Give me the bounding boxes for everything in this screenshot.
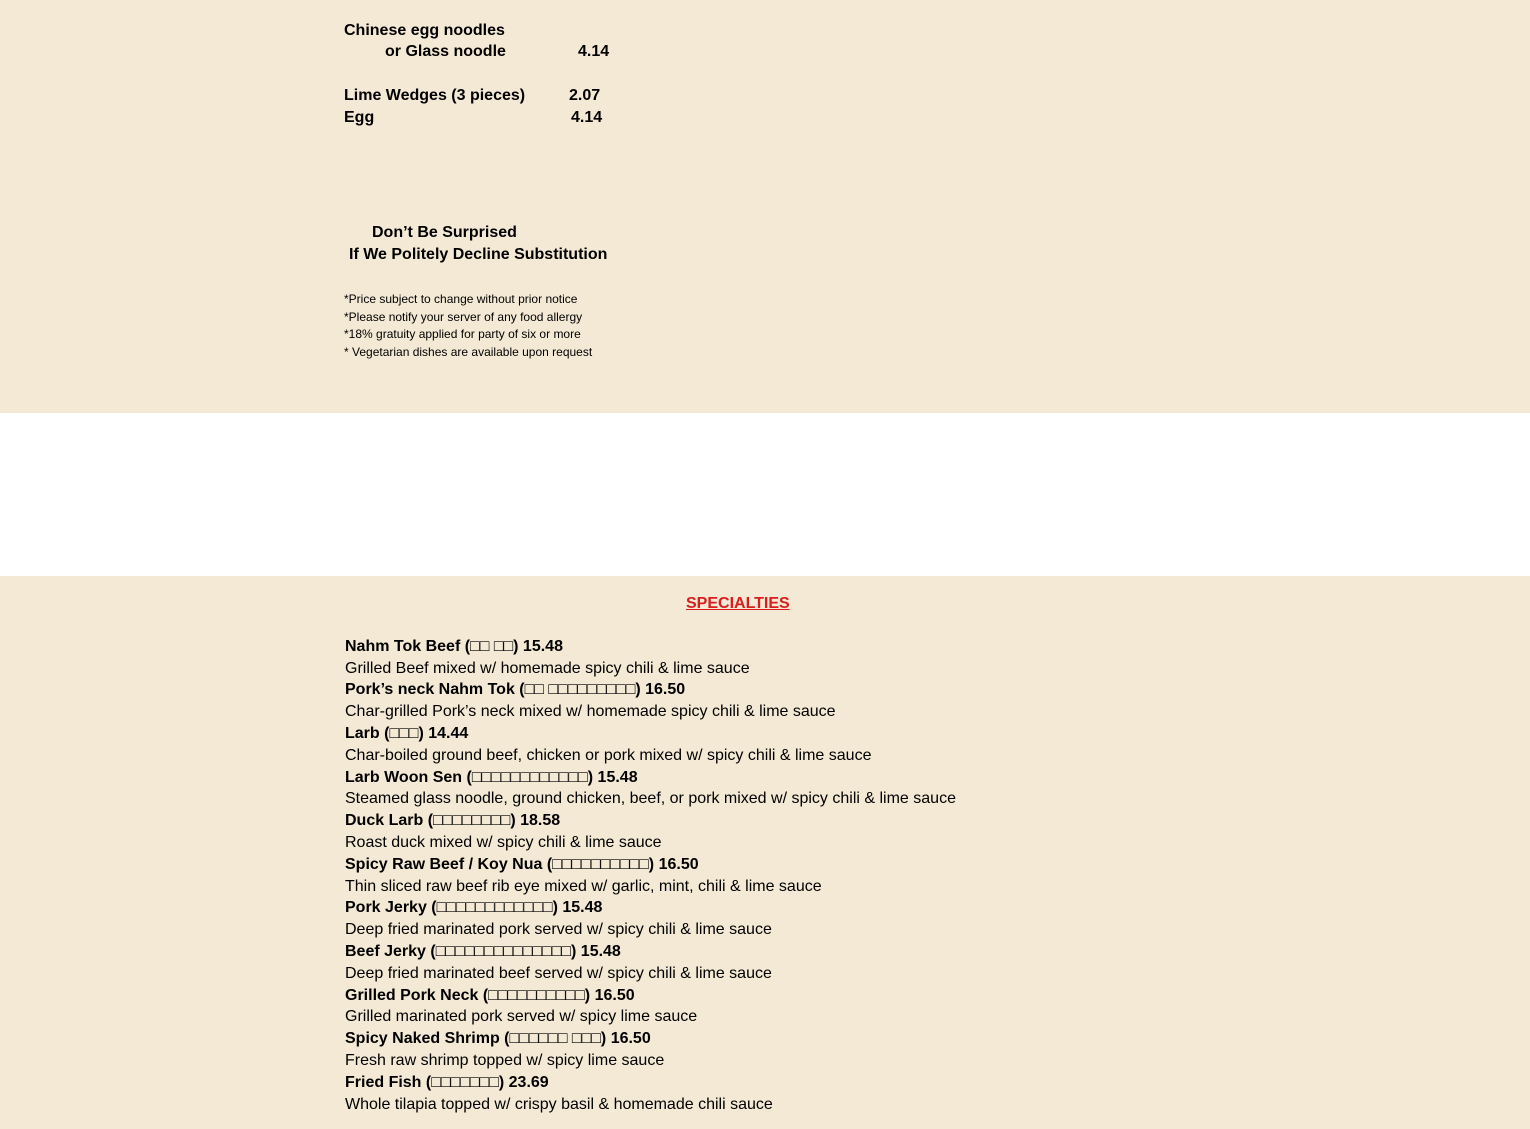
menu-item-description: Char-boiled ground beef, chicken or pork mixed w/ spicy chili & lime sauce	[345, 747, 872, 764]
menu-item-description: Fresh raw shrimp topped w/ spicy lime sauce	[345, 1052, 665, 1069]
menu-item-name: Pork’s neck Nahm Tok (□□ □□□□□□□□□) 16.50	[345, 681, 686, 698]
menu-item-description: Char-grilled Pork’s neck mixed w/ homemade spicy chili & lime sauce	[345, 703, 836, 720]
extra-price-egg: 4.14	[571, 109, 603, 126]
menu-item-description: Deep fried marinated beef served w/ spicy chili & lime sauce	[345, 965, 772, 982]
menu-item-name: Larb (□□□) 14.44	[345, 725, 469, 742]
menu-item-name: Spicy Raw Beef / Koy Nua (□□□□□□□□□□) 16.50	[345, 856, 699, 873]
extra-price-noodles: 4.14	[578, 43, 610, 60]
notice-line-1: Don’t Be Surprised	[372, 224, 517, 241]
menu-item-description: Grilled marinated pork served w/ spicy lime sauce	[345, 1008, 698, 1025]
menu-item-name: Nahm Tok Beef (□□ □□) 15.48	[345, 638, 563, 655]
menu-item-name: Larb Woon Sen (□□□□□□□□□□□□) 15.48	[345, 769, 638, 786]
specialties-title: SPECIALTIES	[686, 595, 790, 612]
menu-item-description: Roast duck mixed w/ spicy chili & lime sauce	[345, 834, 662, 851]
note-price: *Price subject to change without prior notice	[344, 292, 578, 306]
note-vegetarian: * Vegetarian dishes are available upon request	[344, 345, 593, 359]
note-allergy: *Please notify your server of any food allergy	[344, 310, 583, 324]
notice-line-2: If We Politely Decline Substitution	[349, 246, 608, 263]
menu-item-name: Fried Fish (□□□□□□□) 23.69	[345, 1074, 549, 1091]
note-gratuity: *18% gratuity applied for party of six or more	[344, 327, 581, 341]
menu-item-description: Grilled Beef mixed w/ homemade spicy chili & lime sauce	[345, 660, 750, 677]
menu-item-name: Spicy Naked Shrimp (□□□□□□ □□□) 16.50	[345, 1030, 651, 1047]
extra-price-lime: 2.07	[569, 87, 601, 104]
extra-name-egg: Egg	[344, 109, 375, 126]
extras-section	[0, 0, 1530, 413]
specialties-section	[0, 576, 1530, 1129]
menu-item-description: Whole tilapia topped w/ crispy basil & homemade chili sauce	[345, 1096, 773, 1113]
extra-name-noodles-alt: or Glass noodle	[385, 43, 506, 60]
extra-name-noodles: Chinese egg noodles	[344, 22, 505, 39]
extra-name-lime: Lime Wedges (3 pieces)	[344, 87, 526, 104]
menu-item-description: Deep fried marinated pork served w/ spicy chili & lime sauce	[345, 921, 772, 938]
menu-item-name: Beef Jerky (□□□□□□□□□□□□□□) 15.48	[345, 943, 621, 960]
menu-item-name: Grilled Pork Neck (□□□□□□□□□□) 16.50	[345, 987, 635, 1004]
menu-item-name: Pork Jerky (□□□□□□□□□□□□) 15.48	[345, 899, 603, 916]
menu-item-description: Steamed glass noodle, ground chicken, beef, or pork mixed w/ spicy chili & lime sauce	[345, 790, 956, 807]
menu-item-name: Duck Larb (□□□□□□□□) 18.58	[345, 812, 561, 829]
menu-item-description: Thin sliced raw beef rib eye mixed w/ garlic, mint, chili & lime sauce	[345, 878, 822, 895]
